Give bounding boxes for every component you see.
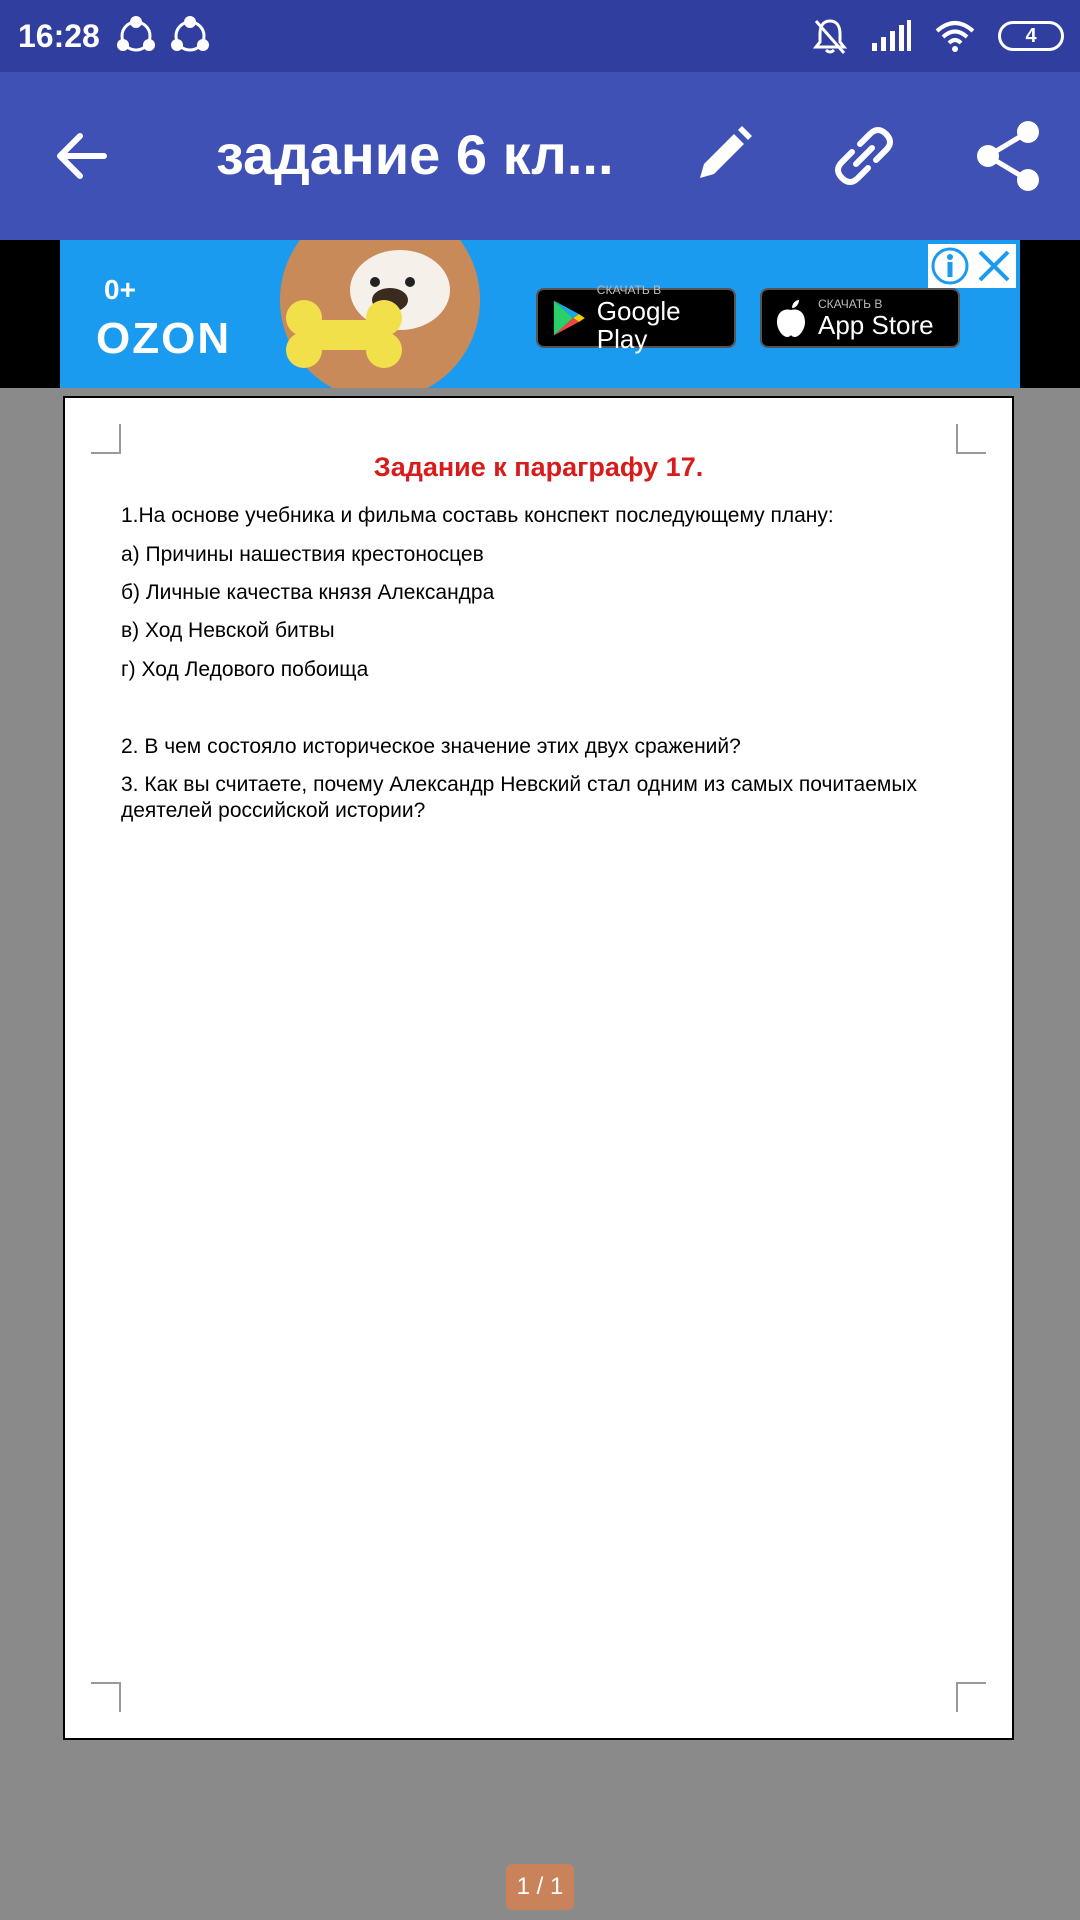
document-line: 1.На основе учебника и фильма составь конспект последующему плану: xyxy=(121,504,834,527)
document-line: б) Личные качества князя Александра xyxy=(121,581,495,604)
ad-brand-logo: OZON xyxy=(96,314,232,363)
status-bar xyxy=(0,0,1080,72)
share-app-icon xyxy=(168,14,212,58)
document-line: в) Ход Невской битвы xyxy=(121,619,335,642)
document-line: а) Причины нашествия крестоносцев xyxy=(121,543,484,566)
ad-strip xyxy=(0,240,1080,388)
google-play-caption: СКАЧАТЬ В xyxy=(596,283,662,297)
page-indicator: 1 / 1 xyxy=(506,1864,574,1910)
crop-mark xyxy=(956,1682,986,1712)
crop-mark xyxy=(91,1682,121,1712)
ad-age-rating: 0+ xyxy=(104,274,136,305)
crop-mark xyxy=(91,424,121,454)
link-icon[interactable] xyxy=(826,118,902,194)
status-time: 16:28 xyxy=(18,18,100,54)
google-play-button[interactable] xyxy=(536,283,736,354)
document-line: 3. Как вы считаете, почему Александр Невский стал одним из самых почитаемых деятелей российской истории? xyxy=(121,773,917,822)
ad-info-icon[interactable] xyxy=(928,244,972,288)
app-store-caption: СКАЧАТЬ В xyxy=(818,297,883,311)
document-title: задание 6 кл... xyxy=(216,123,614,186)
document-page[interactable] xyxy=(63,396,1014,1740)
app-store-button[interactable] xyxy=(760,288,960,348)
apple-icon xyxy=(774,298,808,338)
ad-close-icon[interactable] xyxy=(972,244,1016,288)
bell-muted-icon xyxy=(812,17,848,55)
back-arrow-icon[interactable] xyxy=(50,124,114,188)
ad-dog-image xyxy=(280,240,480,388)
app-store-label: App Store xyxy=(818,310,934,340)
pencil-icon[interactable] xyxy=(684,118,760,194)
crop-mark xyxy=(956,424,986,454)
google-play-icon xyxy=(550,298,587,338)
share-app-icon xyxy=(114,14,158,58)
signal-icon xyxy=(870,19,912,53)
battery-level: 4 xyxy=(1025,24,1037,47)
document-line: г) Ход Ледового побоища xyxy=(121,658,369,681)
battery-icon xyxy=(998,21,1064,51)
document-heading: Задание к параграфу 17. xyxy=(373,452,704,482)
share-icon[interactable] xyxy=(970,118,1046,194)
ad-banner[interactable] xyxy=(60,240,1020,388)
google-play-label: Google Play xyxy=(596,296,681,354)
wifi-icon xyxy=(934,19,976,53)
document-line: 2. В чем состояло историческое значение этих двух сражений? xyxy=(121,735,741,758)
app-bar xyxy=(0,72,1080,240)
